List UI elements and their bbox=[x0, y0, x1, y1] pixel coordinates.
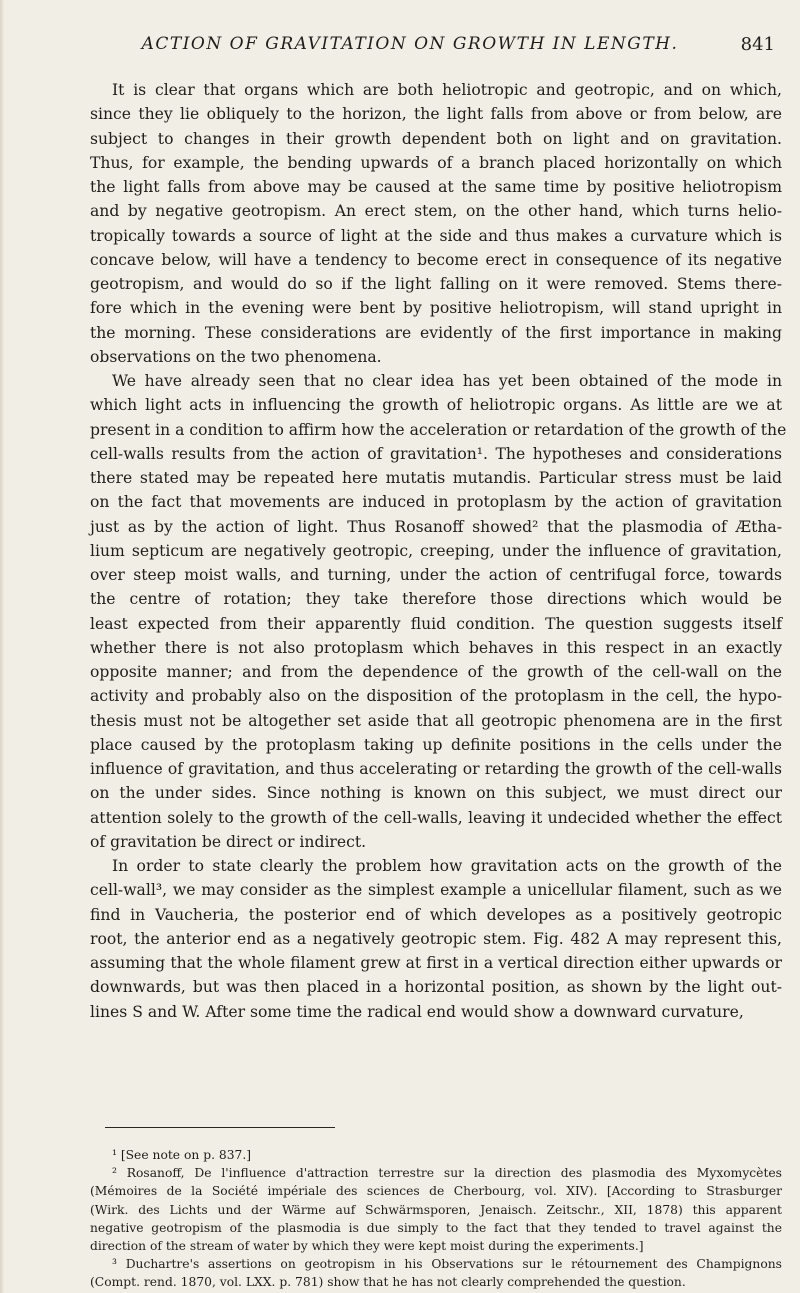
text-line: present in a condition to affirm how the acceleration or retardation of the growth of the bbox=[90, 420, 787, 439]
text-line: the light falls from above may be caused at the same time by positive heliotropism bbox=[90, 178, 782, 196]
text-line: concave below, will have a tendency to become erect in consequence of its negative bbox=[90, 250, 782, 269]
text-line: on the fact that movements are induced in protoplasm by the action of gravitation bbox=[90, 493, 782, 512]
text-line: geotropism, and would do so if the light falling on it were removed. Stems there- bbox=[90, 275, 782, 293]
text-line: assuming that the whole filament grew at first in a vertical direction either upwards or bbox=[90, 954, 782, 972]
running-title: ACTION OF GRAVITATION ON GROWTH IN LENGTH. bbox=[141, 34, 679, 54]
text-line: and by negative geotropism. An erect stem, on the other hand, which turns helio- bbox=[90, 202, 782, 221]
text-line: least expected from their apparently fluid condition. The question suggests itself bbox=[90, 614, 782, 633]
text-line: influence of gravitation, and thus accelerating or retarding the growth of the cell-walls bbox=[90, 760, 782, 778]
text-line: tropically towards a source of light at the side and thus makes a curvature which is bbox=[90, 226, 782, 245]
footnote-line: direction of the stream of water by which they were kept moist during the experiments.] bbox=[90, 1239, 644, 1254]
paragraph bbox=[90, 78, 782, 369]
text-line: cell-wall³, we may consider as the simplest example a unicellular filament, such as we bbox=[90, 881, 782, 900]
text-line: opposite manner; and from the dependence of the growth of the cell-wall on the bbox=[90, 663, 782, 681]
text-line: We have already seen that no clear idea has yet been obtained of the mode in bbox=[112, 372, 782, 390]
text-line: whether there is not also protoplasm which behaves in this respect in an exactly bbox=[90, 638, 782, 657]
text-line: In order to state clearly the problem how gravitation acts on the growth of the bbox=[112, 857, 782, 875]
footnote-rule bbox=[105, 1127, 335, 1128]
footnote-line: (Compt. rend. 1870, vol. LXX. p. 781) show that he has not clearly comprehended the question. bbox=[90, 1275, 686, 1290]
text-line: thesis must not be altogether set aside that all geotropic phenomena are in the first bbox=[90, 711, 782, 730]
text-line: since they lie obliquely to the horizon, the light falls from above or from below, are bbox=[90, 105, 782, 124]
page-number: 841 bbox=[740, 34, 775, 55]
text-line: cell-walls results from the action of gravitation¹. The hypotheses and considerations bbox=[90, 444, 782, 463]
text-line: over steep moist walls, and turning, under the action of centrifugal force, towards bbox=[90, 566, 782, 584]
footnote bbox=[90, 1255, 782, 1291]
footnote-line: ³ Duchartre's assertions on geotropism in his Observations sur le rétournement des Champignons bbox=[112, 1257, 782, 1272]
paragraph bbox=[90, 854, 782, 1024]
text-line: downwards, but was then placed in a horizontal position, as shown by the light out- bbox=[90, 978, 782, 997]
text-line: subject to changes in their growth dependent both on light and on gravitation. bbox=[90, 129, 782, 148]
text-line: there stated may be repeated here mutatis mutandis. Particular stress must be laid bbox=[90, 469, 782, 487]
text-line: observations on the two phenomena. bbox=[90, 347, 382, 366]
text-line: fore which in the evening were bent by positive heliotropism, will stand upright in bbox=[90, 299, 782, 318]
text-line: find in Vaucheria, the posterior end of which developes as a positively geotropic bbox=[90, 905, 782, 924]
footnote-line: ² Rosanoff, De l'influence d'attraction terrestre sur la direction des plasmodia des Myxomycètes bbox=[112, 1166, 782, 1181]
text-line: lium septicum are negatively geotropic, creeping, under the influence of gravitation, bbox=[90, 541, 782, 560]
text-line: the morning. These considerations are evidently of the first importance in making bbox=[90, 323, 782, 342]
body-text bbox=[90, 78, 787, 1024]
text-line: on the under sides. Since nothing is known on this subject, we must direct our bbox=[90, 784, 782, 803]
text-line: Thus, for example, the bending upwards of a branch placed horizontally on which bbox=[90, 153, 782, 172]
footnote bbox=[90, 1164, 782, 1255]
text-line: place caused by the protoplasm taking up definite positions in the cells under the bbox=[90, 735, 782, 754]
text-line: just as by the action of light. Thus Rosanoff showed² that the plasmodia of Ætha- bbox=[90, 517, 782, 536]
footnote-line: ¹ [See note on p. 837.] bbox=[112, 1148, 252, 1162]
text-line: root, the anterior end as a negatively geotropic stem. Fig. 482 A may represent this, bbox=[90, 929, 782, 948]
running-header bbox=[110, 34, 775, 64]
text-line: lines S and W. After some time the radical end would show a downward curvature, bbox=[90, 1002, 744, 1021]
footnote bbox=[90, 1146, 782, 1164]
text-line: which light acts in influencing the growth of heliotropic organs. As little are we at bbox=[90, 396, 782, 415]
text-line: It is clear that organs which are both heliotropic and geotropic, and on which, bbox=[112, 81, 782, 99]
footnote-line: negative geotropism of the plasmodia is due simply to the fact that they tended to travel against the bbox=[90, 1220, 782, 1235]
footnotes bbox=[90, 1146, 782, 1292]
paragraph bbox=[90, 369, 787, 854]
text-line: of gravitation be direct or indirect. bbox=[90, 832, 367, 851]
footnote-line: (Mémoires de la Société impériale des sciences de Cherbourg, vol. XIV). [According to Strasburger bbox=[90, 1184, 782, 1199]
text-line: activity and probably also on the disposition of the protoplasm in the cell, the hypo- bbox=[90, 687, 782, 706]
text-line: attention solely to the growth of the cell-walls, leaving it undecided whether the effect bbox=[90, 808, 782, 827]
footnote-line: (Wirk. des Lichts und der Wärme auf Schwärmsporen, Jenaisch. Zeitschr., XII, 1878) this apparent bbox=[90, 1202, 782, 1217]
text-line: the centre of rotation; they take therefore those directions which would be bbox=[90, 590, 782, 609]
